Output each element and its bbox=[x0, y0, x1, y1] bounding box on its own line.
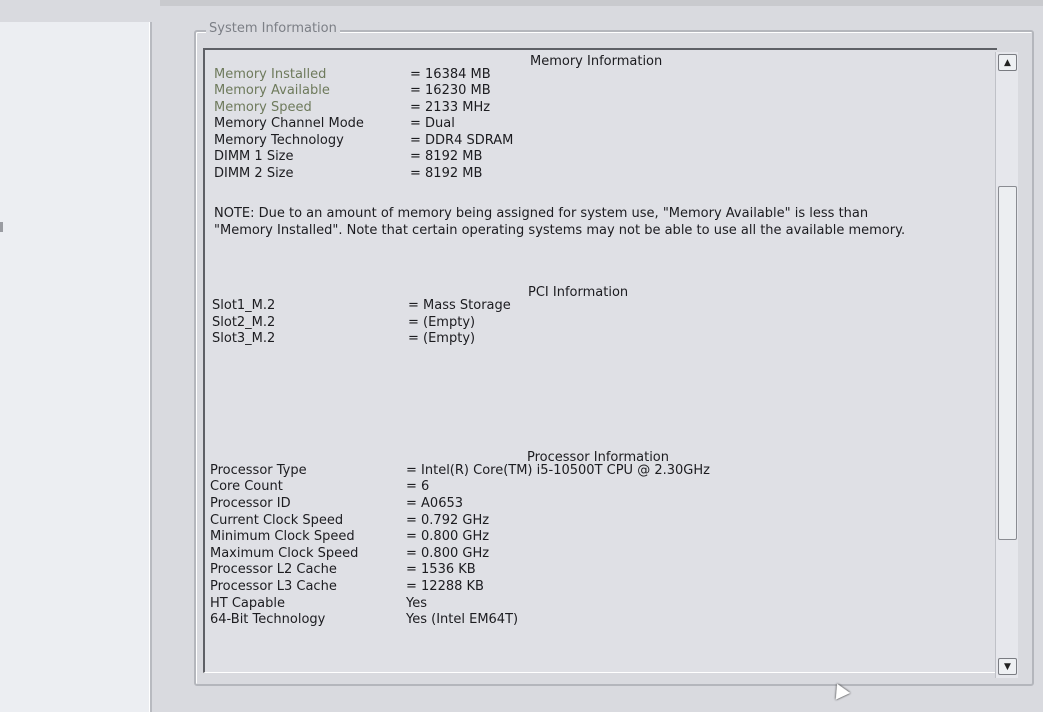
memory-speed-label: Memory Speed bbox=[214, 100, 312, 115]
memory-speed-value: = 2133 MHz bbox=[410, 100, 491, 115]
64bit-technology-value: Yes (Intel EM64T) bbox=[406, 612, 519, 627]
ht-capable-value: Yes bbox=[406, 596, 427, 611]
processor-section-title: Processor Information bbox=[527, 450, 669, 465]
scrollbar-thumb[interactable] bbox=[998, 186, 1017, 540]
system-information-content[interactable] bbox=[203, 48, 997, 673]
l2-cache-label: Processor L2 Cache bbox=[210, 562, 337, 577]
pci-section-title: PCI Information bbox=[528, 285, 629, 300]
memory-note: NOTE: Due to an amount of memory being assigned for system use, "Memory Available" is less than "Memory Installed". Note that certain operating systems may not be able to use all the available memory. bbox=[214, 206, 906, 238]
processor-type-value: = Intel(R) Core(TM) i5-10500T CPU @ 2.30GHz bbox=[406, 463, 710, 478]
memory-installed-label: Memory Installed bbox=[214, 67, 327, 82]
slot1-label: Slot1_M.2 bbox=[212, 298, 276, 313]
slot3-label: Slot3_M.2 bbox=[212, 331, 276, 346]
scroll-up-arrow-icon[interactable]: ▲ bbox=[998, 54, 1017, 71]
maximum-clock-value: = 0.800 GHz bbox=[406, 546, 490, 561]
vertical-scrollbar[interactable] bbox=[995, 52, 1018, 678]
minimum-clock-value: = 0.800 GHz bbox=[406, 529, 490, 544]
ht-capable-label: HT Capable bbox=[210, 596, 285, 611]
processor-type-label: Processor Type bbox=[210, 463, 307, 478]
panel-notch bbox=[0, 222, 3, 232]
maximum-clock-label: Maximum Clock Speed bbox=[210, 546, 359, 561]
64bit-technology-label: 64-Bit Technology bbox=[210, 612, 326, 627]
slot3-value: = (Empty) bbox=[408, 331, 476, 346]
memory-channel-mode-value: = Dual bbox=[410, 116, 455, 131]
core-count-label: Core Count bbox=[210, 479, 283, 494]
memory-installed-value: = 16384 MB bbox=[410, 67, 491, 82]
slot2-label: Slot2_M.2 bbox=[212, 315, 276, 330]
current-clock-label: Current Clock Speed bbox=[210, 513, 344, 528]
l3-cache-label: Processor L3 Cache bbox=[210, 579, 337, 594]
dimm2-size-label: DIMM 2 Size bbox=[214, 166, 294, 181]
memory-available-label: Memory Available bbox=[214, 83, 330, 98]
slot2-value: = (Empty) bbox=[408, 315, 476, 330]
minimum-clock-label: Minimum Clock Speed bbox=[210, 529, 355, 544]
memory-section-title: Memory Information bbox=[530, 54, 663, 69]
left-navigation-panel[interactable] bbox=[0, 22, 152, 712]
dimm2-size-value: = 8192 MB bbox=[410, 166, 483, 181]
l3-cache-value: = 12288 KB bbox=[406, 579, 484, 594]
dimm1-size-label: DIMM 1 Size bbox=[214, 149, 294, 164]
dimm1-size-value: = 8192 MB bbox=[410, 149, 483, 164]
memory-technology-value: = DDR4 SDRAM bbox=[410, 133, 514, 148]
top-edge bbox=[160, 0, 1043, 6]
memory-technology-label: Memory Technology bbox=[214, 133, 344, 148]
l2-cache-value: = 1536 KB bbox=[406, 562, 476, 577]
processor-id-label: Processor ID bbox=[210, 496, 291, 511]
memory-channel-mode-label: Memory Channel Mode bbox=[214, 116, 364, 131]
core-count-value: = 6 bbox=[406, 479, 430, 494]
current-clock-value: = 0.792 GHz bbox=[406, 513, 490, 528]
processor-id-value: = A0653 bbox=[406, 496, 464, 511]
memory-available-value: = 16230 MB bbox=[410, 83, 491, 98]
scroll-down-arrow-icon[interactable]: ▼ bbox=[998, 658, 1017, 675]
slot1-value: = Mass Storage bbox=[408, 298, 511, 313]
groupbox-title: System Information bbox=[206, 21, 340, 36]
